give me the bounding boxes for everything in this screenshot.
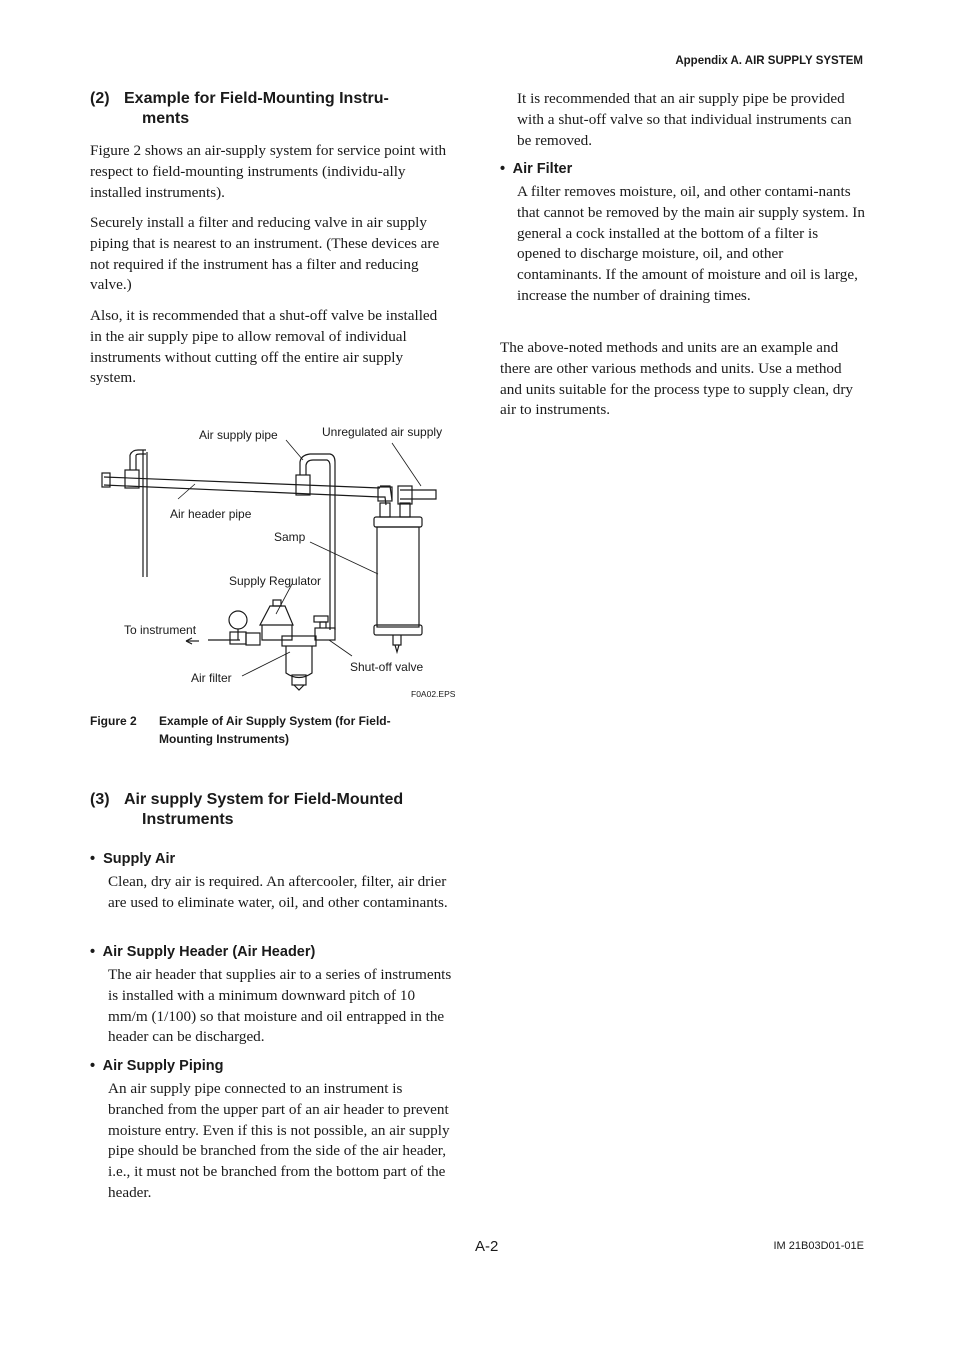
bullet-supply-air-label: Supply Air [103, 851, 176, 867]
bullet-air-filter-title: • Air Filter [500, 161, 573, 177]
section-2-number: (2) [90, 90, 110, 107]
page-number: A-2 [475, 1238, 499, 1255]
bullet-air-piping-title: • Air Supply Piping [90, 1058, 224, 1074]
running-header: Appendix A. AIR SUPPLY SYSTEM [675, 55, 863, 67]
air-piping-continued-text: It is recommended that an air supply pipe be provided with a shut-off valve so that individual instruments can be removed. [517, 90, 852, 149]
label-air-header-pipe: Air header pipe [170, 507, 252, 521]
section-2-paragraph-2: Securely install a filter and reducing valve in air supply piping that is nearest to an instrument. (These devices are not required if the instrument has a filter and reducing valve.) [90, 214, 440, 294]
section-2-title-line1: Example for Field-Mounting Instru- [124, 90, 389, 107]
label-air-supply-pipe: Air supply pipe [199, 428, 278, 442]
bullet-air-filter-label: Air Filter [512, 161, 573, 177]
section-2-title-line2: ments [142, 110, 190, 127]
bullet-air-header-title: • Air Supply Header (Air Header) [90, 944, 316, 960]
bullet-air-piping-text: An air supply pipe connected to an instrument is branched from the upper part of an air header to prevent moisture entry. Even if this is not possible, an air supply pipe should be branched from the side of the air header, i.e., it must not be branched from the bottom part of the header. [108, 1080, 450, 1201]
label-unregulated-air-supply: Unregulated air supply [322, 425, 443, 439]
label-to-instrument: To instrument [124, 623, 197, 637]
section-3-title-line1: Air supply System for Field-Mounted [124, 791, 404, 808]
section-2-paragraph-1: Figure 2 shows an air-supply system for service point with respect to field-mounting instruments (individu-ally installed instruments). [90, 142, 447, 201]
bullet-air-filter-text: A filter removes moisture, oil, and other contami-nants that cannot be removed by the main air supply system. In general a cock installed at the bottom of a filter is opened to discharge moisture, oil, and other contaminants. If the amount of moisture and oil is large, increase the number of draining times. [517, 183, 865, 304]
section-3-number: (3) [90, 791, 110, 808]
bullet-air-header-text: The air header that supplies air to a series of instruments is installed with a minimum downward pitch of 10 mm/m (1/100) so that moisture and oil entrapped in the header can be discharged. [108, 966, 452, 1046]
bullet-air-header-label: Air Supply Header (Air Header) [102, 944, 316, 960]
figure-caption-number: Figure 2 [90, 714, 137, 728]
label-air-filter: Air filter [191, 671, 232, 685]
document-id: IM 21B03D01-01E [773, 1240, 864, 1252]
closing-paragraph: The above-noted methods and units are an example and there are other various methods and units. Use a method and units suitable for the process type to supply clean, dry air to instruments. [500, 339, 854, 419]
label-supply-regulator: Supply Regulator [229, 574, 322, 588]
bullet-air-piping-label: Air Supply Piping [102, 1058, 224, 1074]
section-3-heading [90, 790, 403, 830]
bullet-supply-air-text: Clean, dry air is required. An aftercooler, filter, air drier are used to eliminate water, oil, and other contaminants. [108, 873, 448, 911]
section-2-paragraph-3: Also, it is recommended that a shut-off valve be installed in the air supply pipe to allow removal of individual instruments without cutting off the entire air supply system. [90, 307, 438, 387]
figure-caption-line2: Mounting Instruments) [159, 732, 289, 746]
section-3-title-line2: Instruments [142, 811, 234, 828]
bullet-supply-air-title: • Supply Air [90, 851, 176, 867]
figure-file-id: F0A02.EPS [411, 689, 456, 699]
label-shutoff-valve: Shut-off valve [350, 660, 424, 674]
label-samp: Samp [274, 530, 306, 544]
figure-caption-line1: Example of Air Supply System (for Field- [159, 714, 391, 728]
